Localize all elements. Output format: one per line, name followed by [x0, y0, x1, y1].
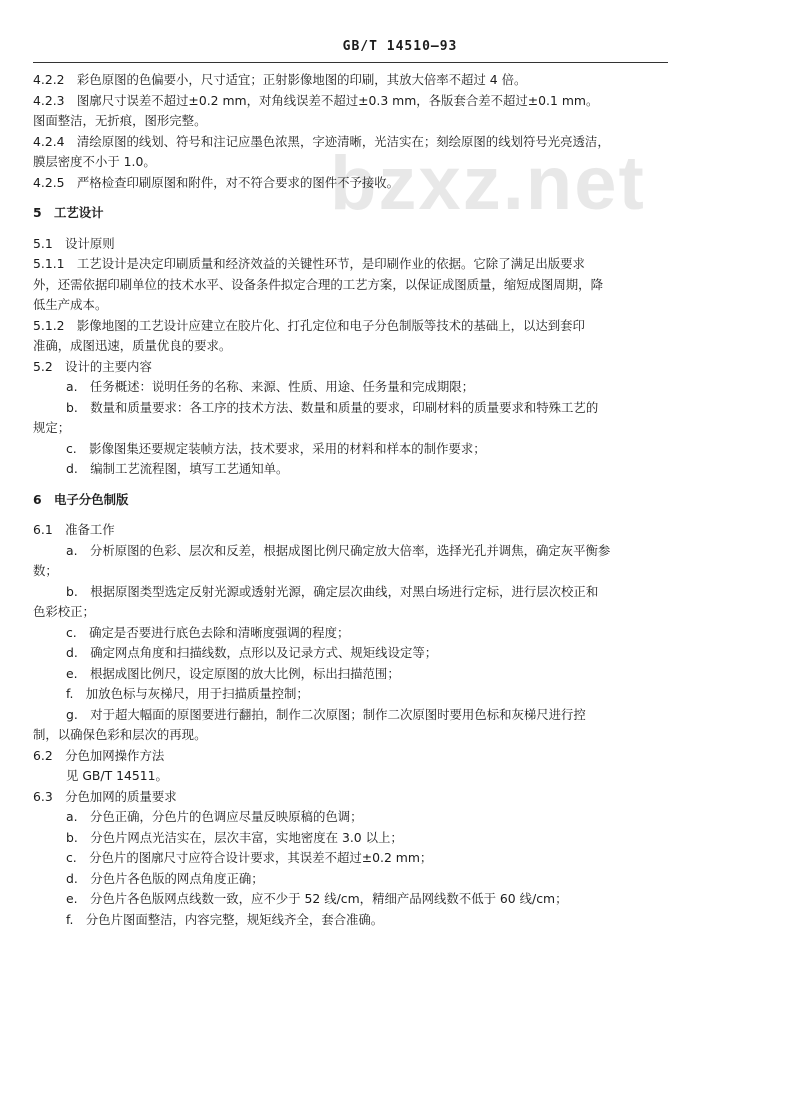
subsection-6-2: 6.2 分色加网操作方法	[33, 747, 165, 763]
section-5-heading: 5 工艺设计	[33, 205, 104, 220]
subsection-5-1: 5.1 设计原则	[33, 235, 115, 251]
document-body	[33, 70, 668, 930]
header-rule	[33, 62, 668, 63]
list-item-g-cont: 制，以确保色彩和层次的再现。	[33, 727, 207, 742]
clause-4-2-2: 4.2.2 彩色原图的色偏要小，尺寸适宜；正射影像地图的印刷，其放大倍率不超过 4 倍。	[33, 72, 527, 87]
clause-4-2-3-cont: 图面整洁，无折痕，图形完整。	[33, 113, 207, 128]
watermark: bzxz.net	[330, 141, 646, 226]
list-item-d: d. 确定网点角度和扫描线数，点形以及记录方式、规矩线设定等；	[66, 645, 438, 660]
subsection-5-2: 5.2 设计的主要内容	[33, 358, 152, 374]
clause-5-1-1-cont: 外，还需依据印刷单位的技术水平、设备条件拟定合理的工艺方案，以保证成图质量，缩短成图周期，降	[33, 276, 603, 292]
list-item-a: a. 分析原图的色彩、层次和反差，根据成图比例尺确定放大倍率，选择光孔并调焦，确定灰平衡参	[66, 542, 611, 558]
list-item-e: e. 分色片各色版网点线数一致，应不少于 52 线/cm，精细产品网线数不低于 60 线/cm；	[66, 891, 568, 906]
list-item-b-cont: 规定；	[33, 420, 71, 435]
clause-4-2-4-cont: 膜层密度不小于 1.0。	[33, 154, 156, 169]
clause-5-1-1-cont: 低生产成本。	[33, 297, 108, 312]
clause-4-2-5: 4.2.5 严格检查印刷原图和附件，对不符合要求的图件不予接收。	[33, 174, 400, 190]
clause-4-2-3: 4.2.3 图廓尺寸误差不超过±0.2 mm，对角线误差不超过±0.3 mm，各版套合差不超过±0.1 mm。	[33, 92, 599, 108]
clause-5-1-1: 5.1.1 工艺设计是决定印刷质量和经济效益的关键性环节，是印刷作业的依据。它除了满足出版要求	[33, 256, 585, 271]
clause-4-2-4: 4.2.4 清绘原图的线划、符号和注记应墨色浓黑，字迹清晰，光洁实在；刻绘原图的线划符号光亮透洁，	[33, 133, 610, 149]
page-header: GB/T 14510—93	[342, 39, 458, 54]
list-item-b: b. 根据原图类型选定反射光源或透射光源，确定层次曲线，对黑白场进行定标，进行层次校正和	[66, 583, 599, 599]
list-item-c: c. 影像图集还要规定装帧方法，技术要求，采用的材料和样本的制作要求；	[66, 440, 486, 456]
subsection-6-3: 6.3 分色加网的质量要求	[33, 788, 177, 804]
list-item-a: a. 任务概述：说明任务的名称、来源、性质、用途、任务量和完成期限；	[66, 379, 475, 394]
list-item-g: g. 对于超大幅面的原图要进行翻拍，制作二次原图；制作二次原图时要用色标和灰梯尺进行控	[66, 706, 586, 722]
list-item-b-cont: 色彩校正；	[33, 604, 95, 619]
clause-5-1-2: 5.1.2 影像地图的工艺设计应建立在胶片化、打孔定位和电子分色制版等技术的基础上，以达到套印	[33, 317, 585, 333]
list-item-a: a. 分色正确，分色片的色调应尽量反映原稿的色调；	[66, 809, 363, 824]
section-6-heading: 6 电子分色制版	[33, 491, 129, 507]
clause-5-1-2-cont: 准确，成图迅速，质量优良的要求。	[33, 338, 232, 353]
reference-text: 见 GB/T 14511。	[66, 768, 168, 783]
list-item-f: f. 加放色标与灰梯尺，用于扫描质量控制；	[66, 686, 309, 701]
list-item-d: d. 编制工艺流程图，填写工艺通知单。	[66, 461, 289, 476]
list-item-b: b. 数量和质量要求：各工序的技术方法、数量和质量的要求，印刷材料的质量要求和特殊工艺的	[66, 399, 599, 415]
list-item-c: c. 分色片的图廓尺寸应符合设计要求，其误差不超过±0.2 mm；	[66, 850, 433, 865]
list-item-a-cont: 数；	[33, 563, 58, 578]
list-item-d: d. 分色片各色版的网点角度正确；	[66, 870, 264, 886]
subsection-6-1: 6.1 准备工作	[33, 522, 115, 537]
list-item-e: e. 根据成图比例尺，设定原图的放大比例，标出扫描范围；	[66, 665, 400, 681]
list-item-b: b. 分色片网点光洁实在，层次丰富，实地密度在 3.0 以上；	[66, 829, 403, 845]
list-item-f: f. 分色片图面整洁，内容完整，规矩线齐全，套合准确。	[66, 911, 384, 927]
list-item-c: c. 确定是否要进行底色去除和清晰度强调的程度；	[66, 624, 350, 640]
